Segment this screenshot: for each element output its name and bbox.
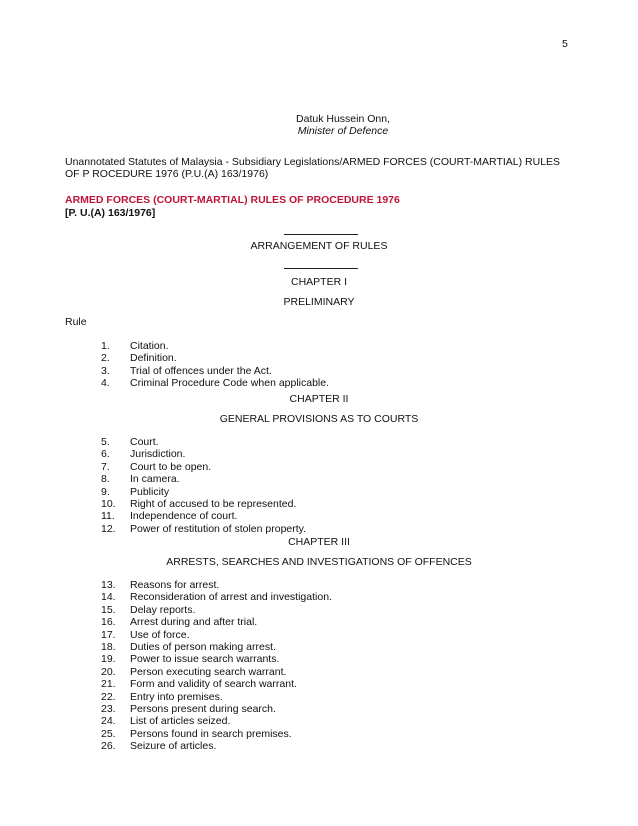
- chapter-subheading: PRELIMINARY: [283, 296, 355, 308]
- divider-line: [284, 268, 358, 269]
- list-item: 9. Publicity: [101, 485, 170, 498]
- list-item: 21. Form and validity of search warrant.: [101, 678, 297, 691]
- list-item: 24. List of articles seized.: [101, 715, 231, 728]
- list-item: 19. Power to issue search warrants.: [101, 653, 280, 666]
- list-item: 13. Reasons for arrest.: [101, 579, 220, 591]
- list-item: 25. Persons found in search premises.: [101, 727, 292, 740]
- chapter-heading: CHAPTER I: [290, 276, 347, 288]
- list-item: 5. Court.: [101, 436, 159, 448]
- list-item: 10. Right of accused to be represented.: [101, 497, 297, 510]
- list-item: 18. Duties of person making arrest.: [101, 640, 276, 653]
- page-number: 5: [562, 38, 568, 50]
- signatory-title: Minister of Defence: [297, 125, 389, 137]
- chapter-3-list: [0, 579, 638, 752]
- list-item: 20. Person executing search warrant.: [101, 665, 287, 678]
- list-item: 16. Arrest during and after trial.: [101, 616, 258, 629]
- document-title: ARMED FORCES (COURT-MARTIAL) RULES OF PROCEDURE 1976: [65, 194, 400, 206]
- signatory-name: Datuk Hussein Onn,: [296, 113, 390, 125]
- list-item: 3. Trial of offences under the Act.: [101, 364, 272, 377]
- list-item: 11. Independence of court.: [101, 510, 238, 523]
- header-note-line2: OF P ROCEDURE 1976 (P.U.(A) 163/1976): [65, 168, 269, 180]
- list-item: 1. Citation.: [101, 340, 169, 352]
- list-item: 7. Court to be open.: [101, 460, 212, 473]
- chapter-2-list: [0, 436, 638, 535]
- list-item: 17. Use of force.: [101, 628, 190, 641]
- list-item: 23. Persons present during search.: [101, 702, 276, 715]
- list-item: 15. Delay reports.: [101, 603, 196, 616]
- list-item: 6. Jurisdiction.: [101, 448, 186, 461]
- list-item: 22. Entry into premises.: [101, 690, 223, 703]
- list-item: 26. Seizure of articles.: [101, 740, 217, 753]
- chapter-subheading: ARRESTS, SEARCHES AND INVESTIGATIONS OF OFFENCES: [166, 556, 472, 568]
- list-item: 12. Power of restitution of stolen property.: [101, 522, 307, 535]
- header-note-line1: Unannotated Statutes of Malaysia - Subsidiary Legislations/ARMED FORCES (COURT-MARTIAL) RULES: [65, 156, 561, 168]
- rule-column-label: Rule: [65, 316, 87, 328]
- list-item: 8. In camera.: [101, 473, 180, 486]
- list-item: 4. Criminal Procedure Code when applicable.: [101, 377, 330, 390]
- chapter-heading: CHAPTER II: [289, 393, 349, 405]
- chapter-subheading: GENERAL PROVISIONS AS TO COURTS: [219, 413, 419, 425]
- arrangement-heading: ARRANGEMENT OF RULES: [250, 240, 388, 252]
- list-item: 2. Definition.: [101, 352, 177, 365]
- chapter-1-list: [0, 340, 638, 390]
- document-reference: [P. U.(A) 163/1976]: [65, 207, 156, 219]
- list-item: 14. Reconsideration of arrest and investigation.: [101, 591, 332, 604]
- chapter-heading: CHAPTER III: [288, 536, 350, 548]
- divider-line: [284, 234, 358, 235]
